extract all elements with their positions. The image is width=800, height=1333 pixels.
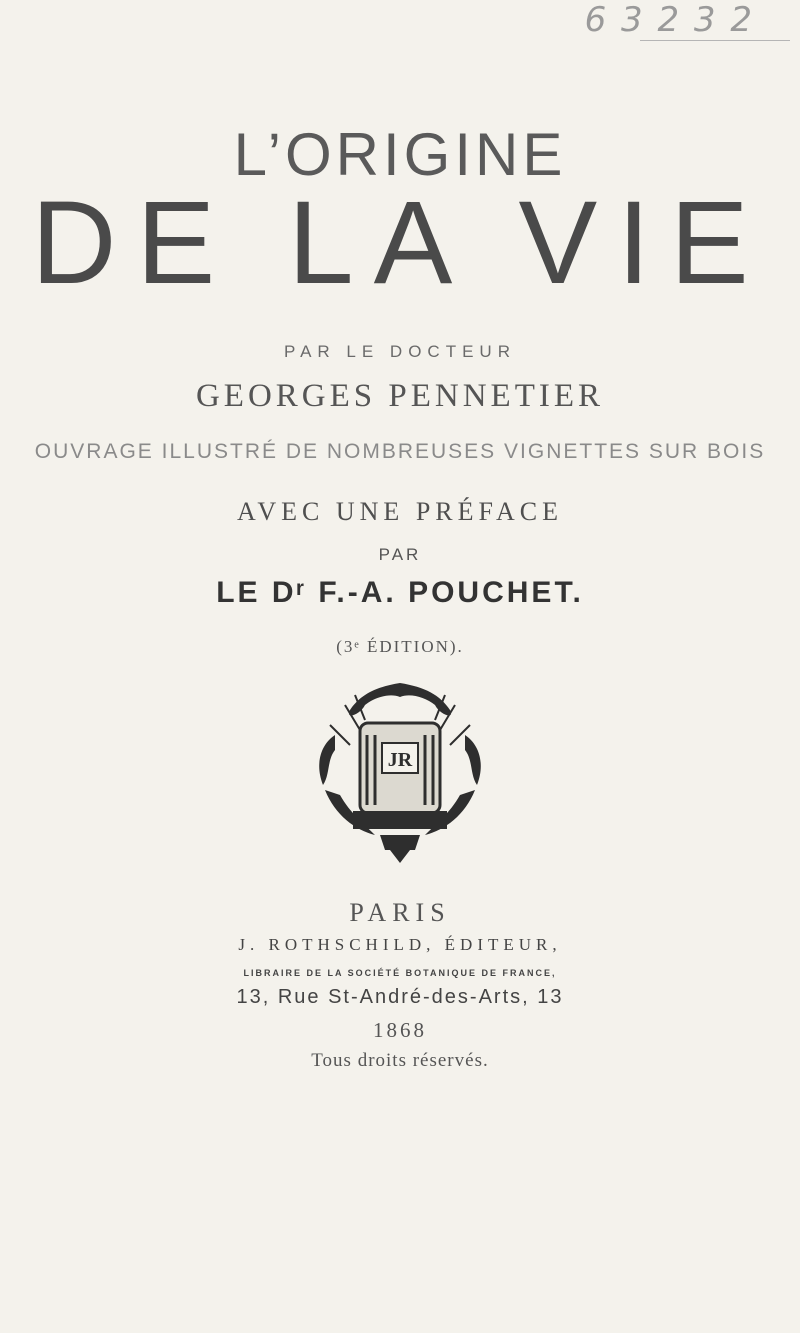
author-name: GEORGES PENNETIER xyxy=(195,378,605,414)
publisher-vignette-icon xyxy=(305,675,495,865)
preface-author: LE Dʳ F.-A. POUCHET. xyxy=(216,576,584,609)
preface-by: PAR xyxy=(378,545,422,564)
imprint-publisher: J. ROTHSCHILD, ÉDITEUR, xyxy=(238,935,562,954)
imprint-city: PARIS xyxy=(349,898,451,927)
vignette-monogram: JR xyxy=(387,749,413,771)
shelfmark-underline xyxy=(640,40,790,41)
edition: (3ᵉ ÉDITION). xyxy=(336,637,464,656)
by-label: PAR LE DOCTEUR xyxy=(284,342,516,361)
imprint-rights: Tous droits réservés. xyxy=(311,1050,489,1071)
imprint-year: 1868 xyxy=(373,1018,427,1042)
imprint-address: 13, Rue St-André-des-Arts, 13 xyxy=(236,986,564,1008)
title-line-1: L’ORIGINE xyxy=(233,121,567,188)
title-line-2: DE LA VIE xyxy=(31,177,769,309)
subtitle: OUVRAGE ILLUSTRÉ DE NOMBREUSES VIGNETTES SUR BOIS xyxy=(34,440,766,463)
imprint-society: LIBRAIRE DE LA SOCIÉTÉ BOTANIQUE DE FRANCE, xyxy=(243,968,557,978)
preface-label: AVEC UNE PRÉFACE xyxy=(236,497,564,526)
shelfmark: 6 3 2 3 2 xyxy=(584,0,754,40)
